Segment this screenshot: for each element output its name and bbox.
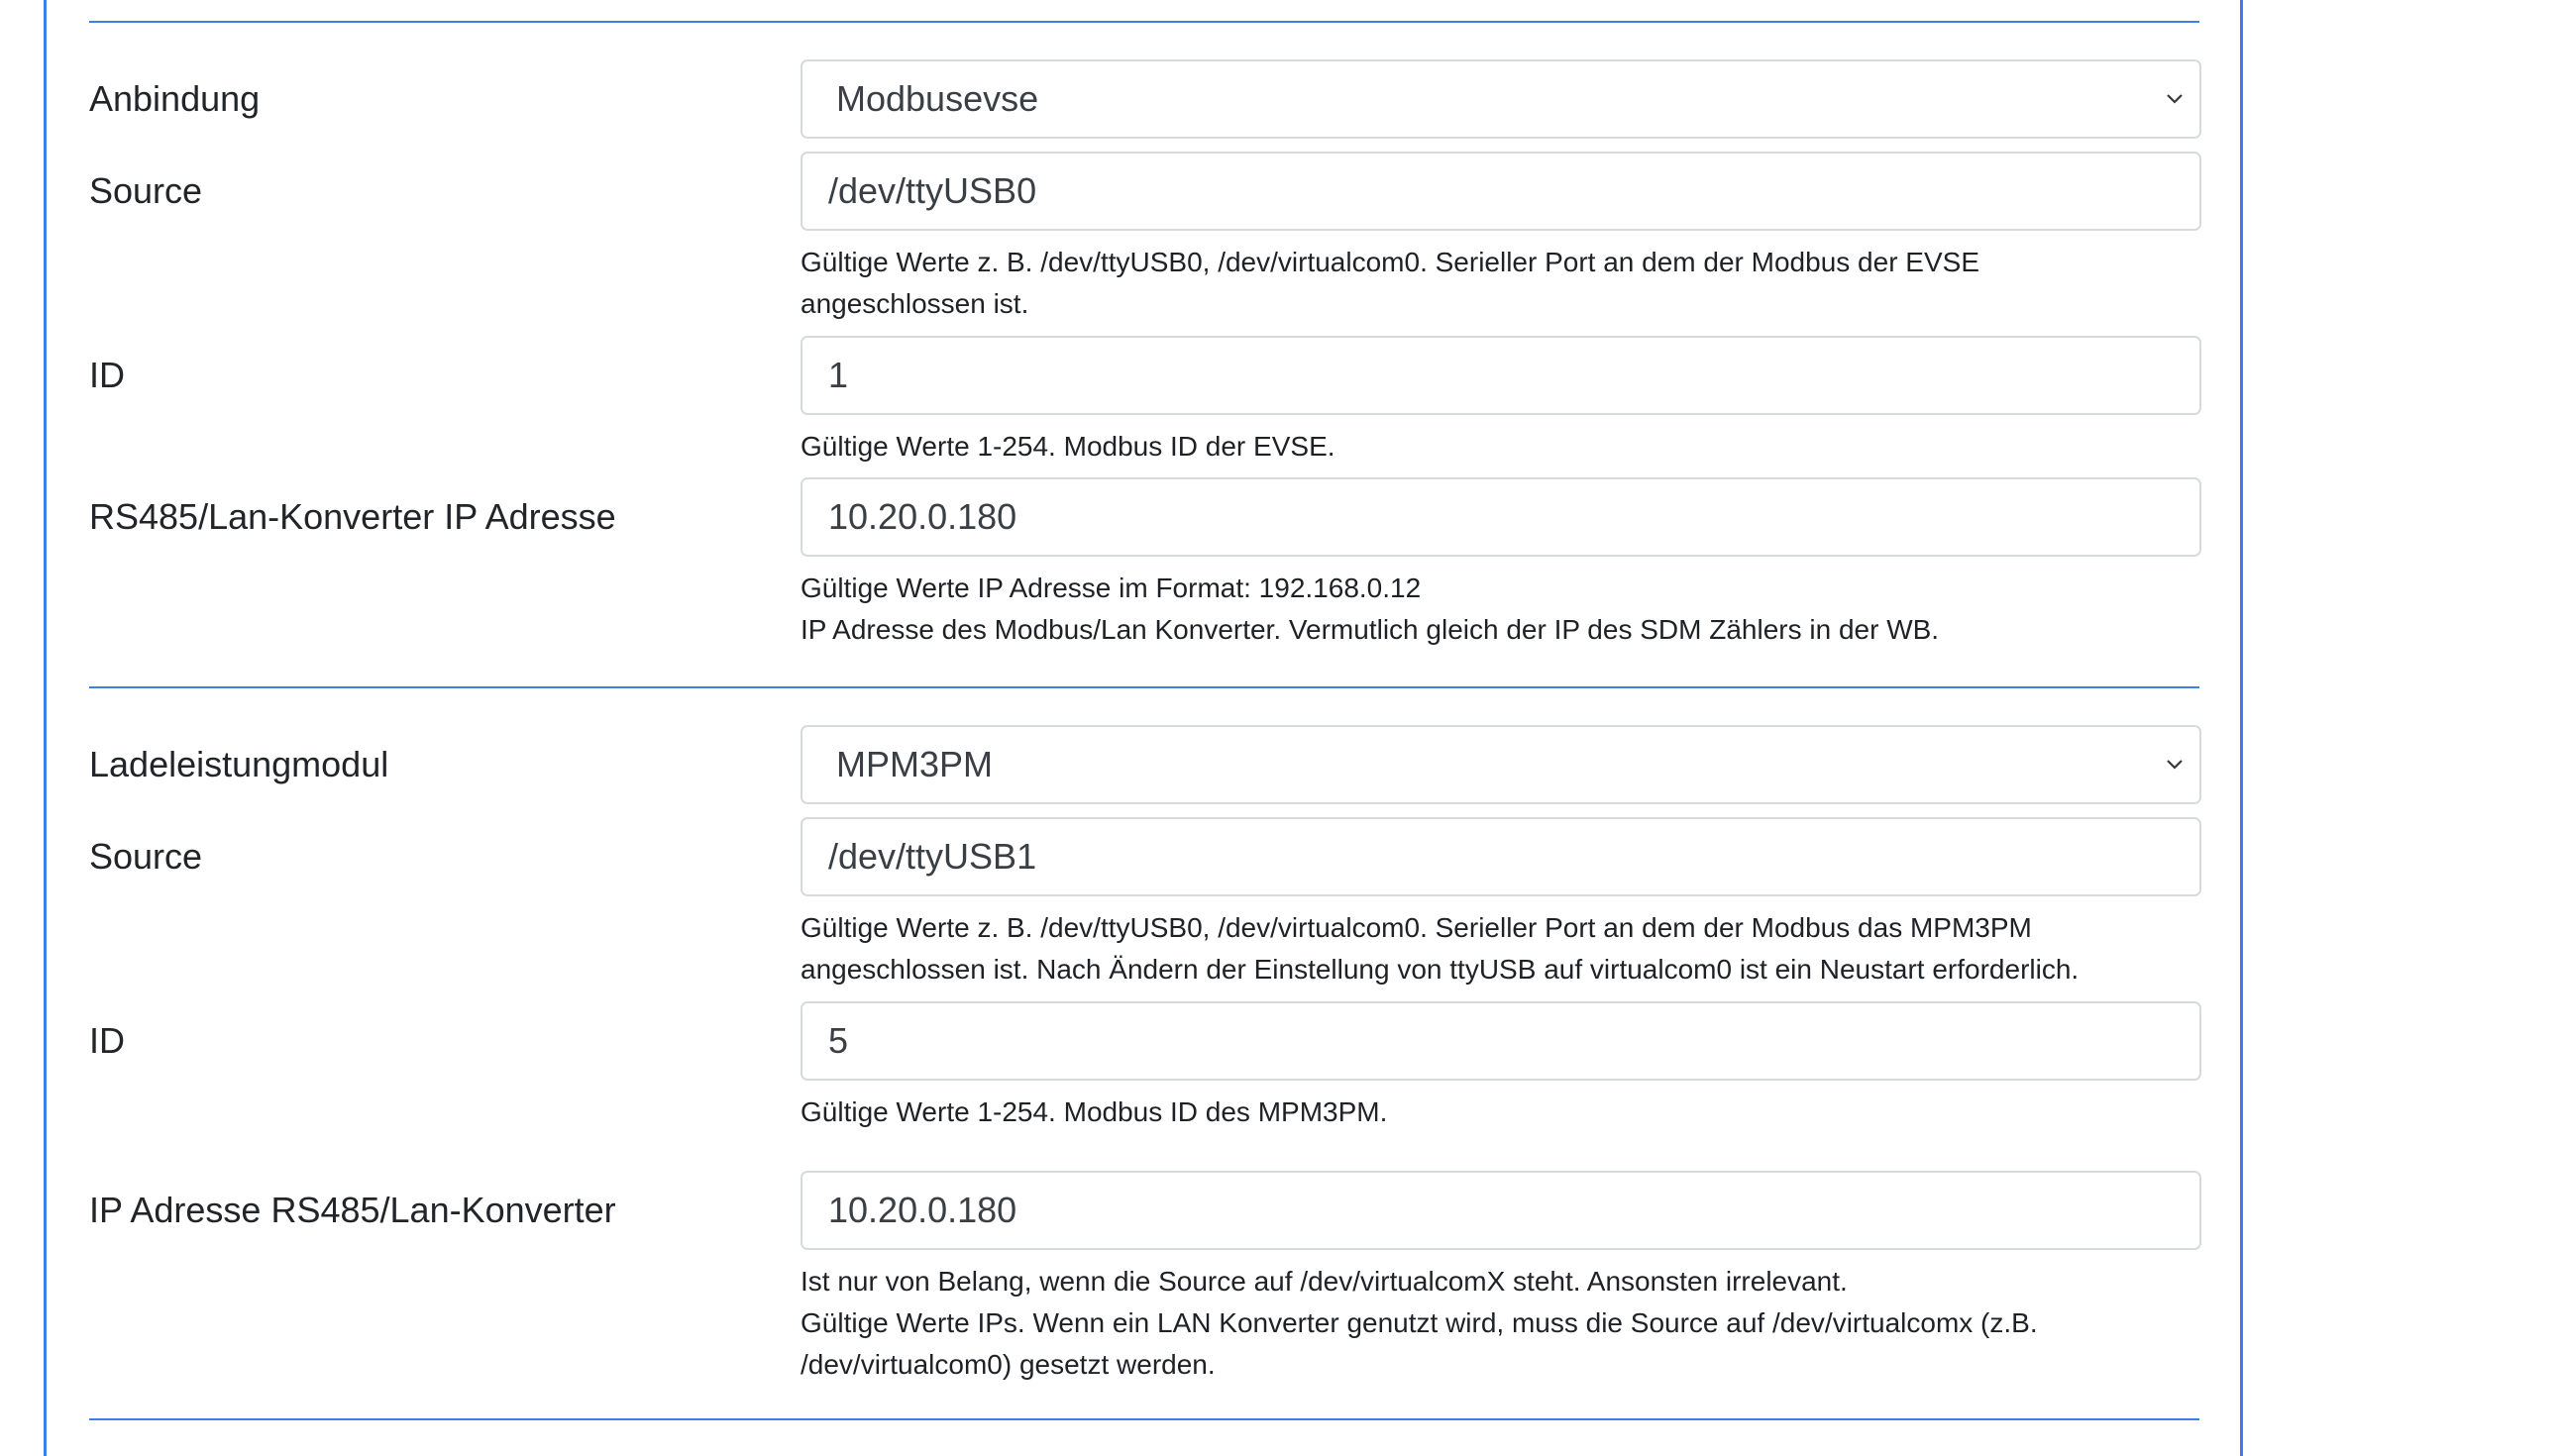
ladeleistungmodul-select[interactable] [801,725,2201,804]
anbindung-label: Anbindung [89,78,261,119]
id-input[interactable] [801,336,2201,415]
mpm-ip-help-text [801,1261,2227,1386]
mpm-source-help-line: angeschlossen ist. Nach Ändern der Einstellung von ttyUSB auf virtualcom0 ist ein Neustart erforderlich. [801,954,2080,985]
mpm-source-help-line: Gültige Werte z. B. /dev/ttyUSB0, /dev/virtualcom0. Serieller Port an dem der Modbus das MPM3PM [801,912,2032,943]
section-divider-bottom [89,1418,2199,1420]
source-help-line: angeschlossen ist. [801,288,1029,319]
ladeleistungmodul-selected-value: MPM3PM [836,744,994,784]
anbindung-selected-value: Modbusevse [836,78,1039,119]
ip-help-line: Gültige Werte IP Adresse im Format: 192.168.0.12 [801,572,1422,603]
ladeleistungmodul-label: Ladeleistungmodul [89,744,389,784]
mpm-source-input[interactable] [801,817,2201,896]
chevron-down-icon [2166,93,2184,105]
rs485-ip-input[interactable] [801,477,2201,557]
chevron-down-icon [2166,759,2184,771]
mpm-ip-help-line: Ist nur von Belang, wenn die Source auf /dev/virtualcomX steht. Ansonsten irrelevant. [801,1266,1848,1297]
anbindung-select[interactable] [801,59,2201,139]
rs485-ip-help-text [801,568,2227,651]
mpm-source-label: Source [89,836,203,877]
id-label: ID [89,355,125,395]
section-divider [89,686,2199,688]
id-help-text: Gültige Werte 1-254. Modbus ID der EVSE. [801,431,1335,462]
source-help-text [801,242,2227,325]
mpm-ip-help-line: Gültige Werte IPs. Wenn ein LAN Konverter genutzt wird, muss die Source auf /dev/virtualcomx (z.B. [801,1307,2038,1338]
mpm-source-help-text [801,907,2227,990]
section-divider-top [89,21,2199,23]
ip-help-line: IP Adresse des Modbus/Lan Konverter. Vermutlich gleich der IP des SDM Zählers in der WB. [801,614,1940,645]
mpm-ip-label: IP Adresse RS485/Lan-Konverter [89,1190,616,1230]
source-label: Source [89,170,203,211]
rs485-ip-label: RS485/Lan-Konverter IP Adresse [89,496,616,537]
source-help-line: Gültige Werte z. B. /dev/ttyUSB0, /dev/virtualcom0. Serieller Port an dem der Modbus der EVSE [801,247,1979,277]
mpm-id-help-text: Gültige Werte 1-254. Modbus ID des MPM3PM. [801,1096,1388,1127]
mpm-id-label: ID [89,1020,125,1061]
mpm-ip-help-line: /dev/virtualcom0) gesetzt werden. [801,1349,1216,1380]
source-input[interactable] [801,152,2201,231]
mpm-ip-input[interactable] [801,1171,2201,1250]
mpm-id-input[interactable] [801,1001,2201,1081]
